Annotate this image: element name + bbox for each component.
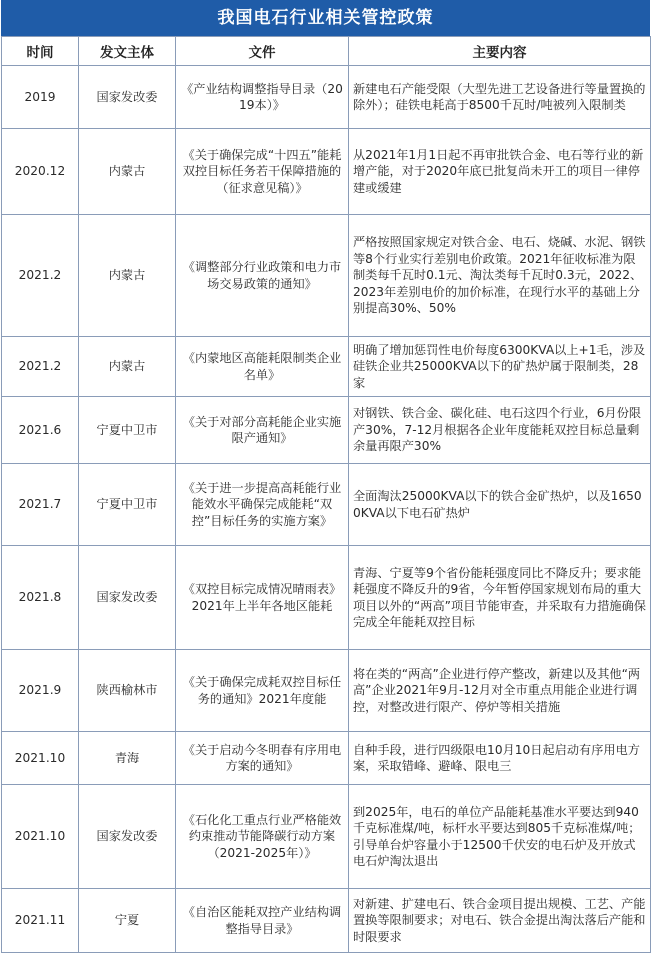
cell-issuer: 国家发改委 [79,66,176,129]
table-row [2,889,651,953]
table-row [2,464,651,546]
cell-time: 2021.10 [2,785,79,889]
cell-time: 2021.9 [2,650,79,732]
cell-content: 从2021年1月1日起不再审批铁合金、电石等行业的新增产能，对于2020年底已批复尚未开工的项目一律停建或缓建 [349,129,651,215]
cell-issuer: 宁夏中卫市 [79,464,176,546]
cell-issuer: 国家发改委 [79,785,176,889]
table-row [2,337,651,397]
cell-document: 《双控目标完成情况晴雨表》2021年上半年各地区能耗 [176,546,349,650]
cell-time: 2021.10 [2,732,79,785]
cell-time: 2021.11 [2,889,79,953]
table-row [2,397,651,464]
cell-issuer: 内蒙古 [79,129,176,215]
cell-time: 2021.2 [2,337,79,397]
header-row [2,37,651,66]
header-document: 文件 [176,37,349,66]
cell-issuer: 国家发改委 [79,546,176,650]
cell-time: 2021.8 [2,546,79,650]
cell-content: 到2025年，电石的单位产品能耗基准水平要达到940千克标准煤/吨，标杆水平要达到805千克标准煤/吨；引导单台炉容量小于12500千伏安的电石炉及开放式电石炉淘汰退出 [349,785,651,889]
cell-document: 《关于对部分高耗能企业实施限产通知》 [176,397,349,464]
cell-content: 严格按照国家规定对铁合金、电石、烧碱、水泥、钢铁等8个行业实行差别电价政策。2021年征收标准为限制类每千瓦时0.1元、淘汰类每千瓦时0.3元，2022、2023年差别电价的加价标准，在现行水平的基础上分别提高30%、50% [349,215,651,337]
cell-content: 对新建、扩建电石、铁合金项目提出规模、工艺、产能置换等限制要求；对电石、铁合金提出淘汰落后产能和时限要求 [349,889,651,953]
table-row [2,215,651,337]
header-time: 时间 [2,37,79,66]
cell-time: 2021.7 [2,464,79,546]
table-row [2,66,651,129]
cell-content: 全面淘汰25000KVA以下的铁合金矿热炉，以及16500KVA以下电石矿热炉 [349,464,651,546]
cell-content: 对钢铁、铁合金、碳化硅、电石这四个行业，6月份限产30%，7-12月根据各企业年度能耗双控目标总量剩余量再限产30% [349,397,651,464]
cell-time: 2021.2 [2,215,79,337]
cell-document: 《自治区能耗双控产业结构调整指导目录》 [176,889,349,953]
cell-document: 《关于确保完成耗双控目标任务的通知》2021年度能 [176,650,349,732]
cell-time: 2019 [2,66,79,129]
table-row [2,546,651,650]
cell-issuer: 青海 [79,732,176,785]
cell-document: 《产业结构调整指导目录（2019本）》 [176,66,349,129]
cell-content: 新建电石产能受限（大型先进工艺设备进行等量置换的除外）；硅铁电耗高于8500千瓦时/吨被列入限制类 [349,66,651,129]
table-row [2,785,651,889]
table-row [2,129,651,215]
cell-time: 2020.12 [2,129,79,215]
table-title: 我国电石行业相关管控政策 [1,0,650,36]
header-issuer: 发文主体 [79,37,176,66]
cell-content: 将在类的“两高”企业进行停产整改，新建以及其他“两高”企业2021年9月-12月对全市重点用能企业进行调控，对整改进行限产、停炉等相关措施 [349,650,651,732]
table-row [2,732,651,785]
header-content: 主要内容 [349,37,651,66]
policy-table [1,36,651,953]
cell-content: 青海、宁夏等9个省份能耗强度同比不降反升；要求能耗强度不降反升的9省，今年暂停国家规划布局的重大项目以外的“两高”项目节能审查，并采取有力措施确保完成全年能耗双控目标 [349,546,651,650]
cell-time: 2021.6 [2,397,79,464]
cell-document: 《调整部分行业政策和电力市场交易政策的通知》 [176,215,349,337]
policy-table-container [1,0,650,953]
cell-document: 《关于确保完成“十四五”能耗双控目标任务若干保障措施的（征求意见稿）》 [176,129,349,215]
cell-document: 《关于启动今冬明春有序用电方案的通知》 [176,732,349,785]
cell-content: 明确了增加惩罚性电价每度6300KVA以上+1毛，涉及硅铁企业共25000KVA以下的矿热炉属于限制类，28家 [349,337,651,397]
cell-document: 《关于进一步提高高耗能行业能效水平确保完成能耗“双控”目标任务的实施方案》 [176,464,349,546]
cell-issuer: 内蒙古 [79,337,176,397]
cell-issuer: 宁夏中卫市 [79,397,176,464]
cell-issuer: 陕西榆林市 [79,650,176,732]
cell-document: 《石化化工重点行业严格能效约束推动节能降碳行动方案（2021-2025年）》 [176,785,349,889]
cell-content: 自种手段，进行四级限电10月10日起启动有序用电方案，采取错峰、避峰、限电三 [349,732,651,785]
cell-document: 《内蒙地区高能耗限制类企业名单》 [176,337,349,397]
table-row [2,650,651,732]
cell-issuer: 内蒙古 [79,215,176,337]
cell-issuer: 宁夏 [79,889,176,953]
